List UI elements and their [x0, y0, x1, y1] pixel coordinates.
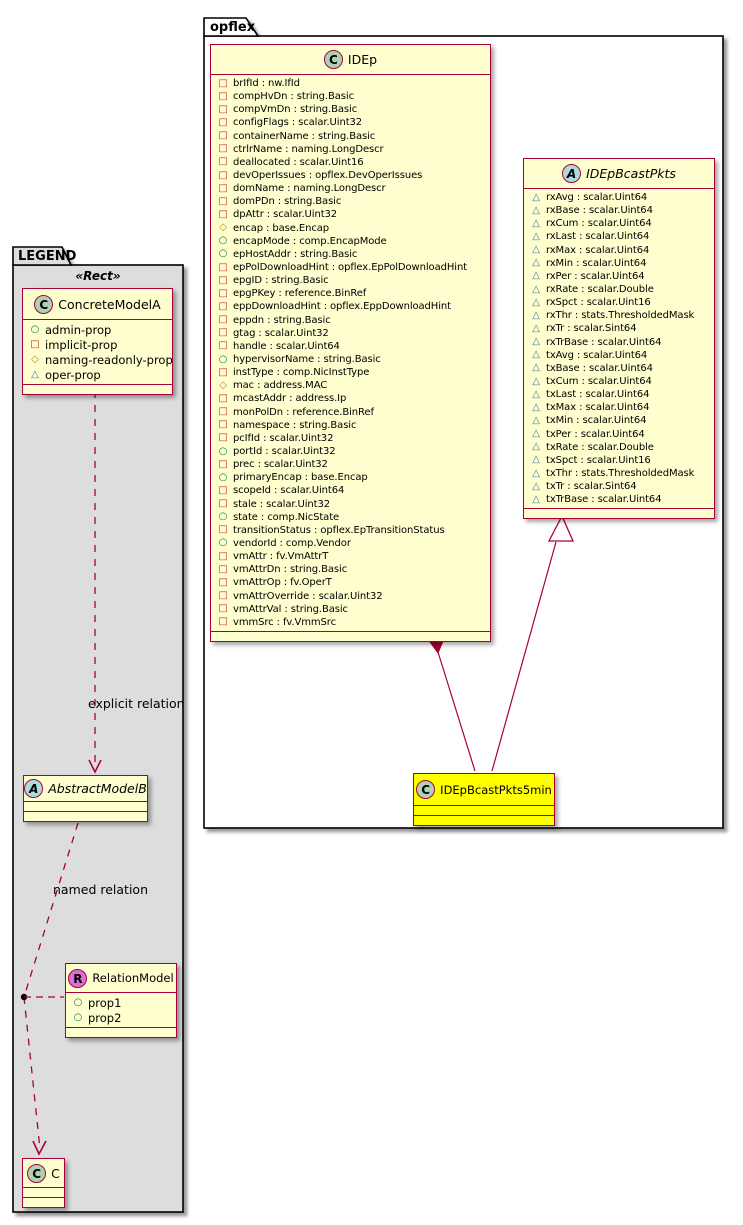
opflex-package-name: opflex — [210, 20, 256, 35]
visibility-icon: □ — [218, 103, 228, 115]
attribute — [218, 261, 490, 274]
attribute-text: rxAvg : scalar.Uint64 — [546, 192, 648, 204]
class-spot-icon: C — [34, 295, 53, 314]
visibility-icon: □ — [218, 300, 228, 312]
visibility-icon: □ — [218, 116, 228, 128]
attribute — [218, 576, 490, 589]
attribute-text: state : comp.NicState — [233, 511, 340, 523]
attribute — [531, 493, 714, 506]
empty-compartment — [24, 801, 147, 811]
class-spot-icon: C — [416, 780, 435, 799]
attribute — [531, 480, 714, 493]
attribute-text: txBase : scalar.Uint64 — [546, 362, 653, 374]
visibility-icon: □ — [218, 498, 228, 510]
attribute — [531, 362, 714, 375]
attribute-text: brIfId : nw.IfId — [233, 78, 300, 90]
attribute-text: rxMin : scalar.Uint64 — [546, 257, 647, 269]
attribute-text: stale : scalar.Uint32 — [233, 498, 331, 510]
visibility-icon: ○ — [218, 353, 228, 365]
attribute-text: mac : address.MAC — [233, 380, 328, 392]
attribute-text: epgPKey : reference.BinRef — [233, 288, 367, 300]
visibility-icon: □ — [218, 458, 228, 470]
class-name: ConcreteModelA — [58, 296, 161, 312]
empty-compartment — [414, 815, 554, 825]
attribute-text: txMax : scalar.Uint64 — [546, 402, 650, 414]
visibility-icon: △ — [532, 388, 540, 400]
visibility-icon: □ — [218, 590, 228, 602]
attribute — [218, 406, 490, 419]
visibility-icon: ◇ — [31, 353, 39, 365]
visibility-icon: △ — [532, 493, 540, 505]
class-c-title — [23, 1159, 64, 1187]
attribute-text: epHostAddr : string.Basic — [233, 248, 358, 260]
visibility-icon: □ — [218, 156, 228, 168]
attribute-text: vmAttrVal : string.Basic — [233, 603, 348, 615]
attribute-text: encap : base.Encap — [233, 222, 330, 234]
attribute — [531, 428, 714, 441]
attribute — [531, 217, 714, 230]
attribute — [218, 498, 490, 511]
attributes-compartment — [524, 188, 714, 508]
attribute — [218, 471, 490, 484]
attribute-text: ctrlrName : naming.LongDescr — [233, 143, 384, 155]
attribute-text: rxPer : scalar.Uint64 — [546, 270, 645, 282]
attribute-text: rxTrBase : scalar.Uint64 — [546, 336, 662, 348]
attribute-text: compHvDn : string.Basic — [233, 91, 354, 103]
attribute-text: rxMax : scalar.Uint64 — [546, 244, 650, 256]
relation-label-named: named relation — [53, 882, 148, 897]
class-abstractmodelb-title — [24, 776, 147, 801]
attribute — [218, 143, 490, 156]
empty-compartment — [23, 1187, 64, 1197]
attribute-text: handle : scalar.Uint64 — [233, 340, 340, 352]
visibility-icon: □ — [218, 340, 228, 352]
attribute — [218, 103, 490, 116]
attribute — [218, 235, 490, 248]
attribute-text: admin-prop — [45, 322, 112, 337]
attribute-text: txTrBase : scalar.Uint64 — [546, 494, 662, 506]
class-name: IDEpBcastPkts — [586, 166, 676, 181]
attribute — [531, 401, 714, 414]
visibility-icon: □ — [218, 143, 228, 155]
attribute — [218, 314, 490, 327]
attribute-text: txThr : stats.ThresholdedMask — [546, 468, 695, 480]
attribute — [218, 563, 490, 576]
attribute-text: transitionStatus : opflex.EpTransitionStatus — [233, 524, 445, 536]
attribute — [218, 589, 490, 602]
attribute-text: txPer : scalar.Uint64 — [546, 428, 645, 440]
attribute-text: txSpct : scalar.Uint16 — [546, 454, 651, 466]
attribute — [218, 511, 490, 524]
visibility-icon: △ — [532, 401, 540, 413]
empty-compartment — [23, 384, 172, 394]
attribute-text: pcIfId : scalar.Uint32 — [233, 432, 334, 444]
class-name: C — [51, 1165, 60, 1181]
class-name: IDEp — [347, 52, 378, 67]
attribute — [218, 287, 490, 300]
class-spot-icon: C — [27, 1164, 46, 1183]
visibility-icon: □ — [218, 130, 228, 142]
empty-compartment — [66, 1027, 176, 1037]
class-concretemodela — [22, 288, 173, 395]
visibility-icon: △ — [532, 375, 540, 387]
visibility-icon: △ — [532, 454, 540, 466]
attribute — [218, 274, 490, 287]
attribute-text: epgID : string.Basic — [233, 275, 329, 287]
visibility-icon: □ — [218, 90, 228, 102]
attribute — [218, 208, 490, 221]
attribute-text: gtag : scalar.Uint32 — [233, 327, 329, 339]
visibility-icon: □ — [218, 432, 228, 444]
visibility-icon: △ — [532, 217, 540, 229]
visibility-icon: ○ — [218, 537, 228, 549]
attribute — [218, 327, 490, 340]
attribute-text: mcastAddr : address.Ip — [233, 393, 347, 405]
attribute-text: deallocated : scalar.Uint16 — [233, 156, 364, 168]
attribute — [531, 204, 714, 217]
visibility-icon: △ — [532, 283, 540, 295]
attribute — [218, 432, 490, 445]
attribute-text: implicit-prop — [45, 337, 118, 352]
attribute — [531, 270, 714, 283]
attribute-text: rxTr : scalar.Sint64 — [546, 323, 637, 335]
visibility-icon: △ — [532, 257, 540, 269]
stereotype-rect: «Rect» — [75, 269, 121, 283]
empty-compartment — [24, 811, 147, 821]
empty-compartment — [524, 508, 714, 518]
attribute — [531, 244, 714, 257]
attribute — [218, 445, 490, 458]
visibility-icon: □ — [218, 366, 228, 378]
class-idepbcastpkts-title — [524, 159, 714, 188]
visibility-icon: ○ — [73, 1011, 83, 1023]
attribute — [531, 414, 714, 427]
visibility-icon: □ — [218, 392, 228, 404]
attribute-text: portId : scalar.Uint32 — [233, 446, 336, 457]
attribute — [218, 458, 490, 471]
attribute — [218, 130, 490, 143]
attribute-text: rxSpct : scalar.Uint16 — [546, 297, 651, 309]
class-idep-title — [211, 45, 490, 74]
attribute-text: vmmSrc : fv.VmmSrc — [233, 616, 336, 628]
attribute-text: txLast : scalar.Uint64 — [546, 389, 650, 401]
attribute — [531, 441, 714, 454]
attribute-text: txTr : scalar.Sint64 — [546, 481, 637, 493]
attribute — [218, 353, 490, 366]
class-relationmodel-title — [66, 964, 176, 992]
attribute — [531, 375, 714, 388]
attribute — [30, 352, 172, 367]
attribute-text: hypervisorName : string.Basic — [233, 354, 381, 366]
visibility-icon: □ — [218, 274, 228, 286]
attribute-text: containerName : string.Basic — [233, 130, 376, 142]
visibility-icon: △ — [532, 441, 540, 453]
attribute-text: txRate : scalar.Double — [546, 441, 654, 453]
attribute — [218, 340, 490, 353]
visibility-icon: ○ — [73, 996, 83, 1008]
visibility-icon: ○ — [218, 248, 228, 260]
attribute — [218, 156, 490, 169]
attribute — [218, 116, 490, 129]
attribute — [218, 379, 490, 392]
attribute — [218, 195, 490, 208]
attribute-text: compVmDn : string.Basic — [233, 104, 358, 116]
visibility-icon: □ — [218, 524, 228, 536]
class-idepbcastpkts — [523, 158, 715, 519]
attribute — [73, 1010, 176, 1025]
empty-compartment — [414, 805, 554, 815]
attribute — [531, 230, 714, 243]
attribute-text: naming-readonly-prop — [45, 352, 173, 367]
attribute — [218, 484, 490, 497]
attribute — [218, 537, 490, 550]
empty-compartment — [23, 1197, 64, 1207]
attribute — [531, 388, 714, 401]
attribute-text: eppDownloadHint : opflex.EppDownloadHint — [233, 301, 451, 313]
visibility-icon: △ — [532, 191, 540, 203]
visibility-icon: ○ — [218, 235, 228, 247]
visibility-icon: △ — [532, 349, 540, 361]
attribute — [30, 337, 172, 352]
attribute-text: eppdn : string.Basic — [233, 314, 331, 326]
visibility-icon: △ — [31, 368, 39, 380]
visibility-icon: □ — [218, 550, 228, 562]
class-name: AbstractModelB — [48, 781, 147, 796]
attribute-text: prop1 — [88, 995, 122, 1010]
class-concretemodela-title — [23, 289, 172, 319]
attribute-text: vendorId : comp.Vendor — [233, 537, 351, 549]
visibility-icon: □ — [218, 616, 228, 628]
attributes-compartment — [23, 319, 172, 384]
visibility-icon: □ — [218, 484, 228, 496]
attribute-text: rxThr : stats.ThresholdedMask — [546, 310, 695, 322]
attribute — [73, 995, 176, 1010]
attribute-text: encapMode : comp.EncapMode — [233, 235, 387, 247]
visibility-icon: ○ — [218, 471, 228, 483]
class-idepbcastpkts5min — [413, 773, 555, 826]
attribute-text: txAvg : scalar.Uint64 — [546, 349, 648, 361]
attribute-text: vmAttrDn : string.Basic — [233, 564, 348, 576]
attribute-text: rxBase : scalar.Uint64 — [546, 205, 653, 217]
visibility-icon: ○ — [218, 445, 228, 457]
class-idep — [210, 44, 491, 642]
attribute-text: oper-prop — [45, 367, 101, 382]
empty-compartment — [211, 631, 490, 641]
attributes-compartment — [211, 74, 490, 631]
visibility-icon: □ — [218, 563, 228, 575]
visibility-icon: △ — [532, 270, 540, 282]
visibility-icon: ○ — [30, 323, 40, 335]
attribute — [531, 257, 714, 270]
attribute — [218, 222, 490, 235]
attribute — [531, 336, 714, 349]
visibility-icon: □ — [218, 182, 228, 194]
attribute-text: rxLast : scalar.Uint64 — [546, 231, 650, 243]
attribute — [218, 300, 490, 313]
visibility-icon: △ — [532, 336, 540, 348]
class-spot-icon: R — [68, 969, 87, 988]
class-spot-icon: A — [24, 779, 43, 798]
visibility-icon: □ — [218, 77, 228, 89]
attribute — [30, 367, 172, 382]
visibility-icon: △ — [532, 362, 540, 374]
class-idepbcastpkts5min-title — [414, 774, 554, 805]
attribute-text: epPolDownloadHint : opflex.EpPolDownloadHint — [233, 262, 467, 274]
attribute-text: prop2 — [88, 1010, 122, 1025]
visibility-icon: △ — [532, 230, 540, 242]
visibility-icon: □ — [218, 419, 228, 431]
attribute-text: vmAttrOp : fv.OperT — [233, 577, 332, 589]
attribute-text: monPolDn : reference.BinRef — [233, 406, 374, 418]
attribute — [531, 322, 714, 335]
attribute — [218, 616, 490, 629]
attribute — [218, 248, 490, 261]
attribute — [218, 392, 490, 405]
attributes-compartment — [66, 992, 176, 1027]
visibility-icon: △ — [532, 296, 540, 308]
attribute-text: scopeId : scalar.Uint64 — [233, 485, 345, 497]
attribute — [218, 419, 490, 432]
attribute — [218, 77, 490, 90]
attribute — [531, 283, 714, 296]
attribute — [218, 524, 490, 537]
attribute — [531, 349, 714, 362]
attribute-text: vmAttr : fv.VmAttrT — [233, 551, 329, 563]
class-spot-icon: C — [324, 50, 343, 69]
visibility-icon: △ — [532, 414, 540, 426]
visibility-icon: □ — [30, 338, 40, 350]
attribute — [531, 309, 714, 322]
attribute-text: rxCum : scalar.Uint64 — [546, 218, 652, 230]
class-spot-icon: A — [562, 164, 581, 183]
attribute — [218, 550, 490, 563]
attribute-text: devOperIssues : opflex.DevOperIssues — [233, 170, 423, 182]
visibility-icon: □ — [218, 287, 228, 299]
visibility-icon: □ — [218, 603, 228, 615]
class-abstractmodelb — [23, 775, 148, 822]
attribute-text: vmAttrOverride : scalar.Uint32 — [233, 590, 383, 602]
attribute-text: namespace : string.Basic — [233, 419, 357, 431]
attribute-text: dpAttr : scalar.Uint32 — [233, 209, 338, 221]
attribute-text: domPDn : string.Basic — [233, 196, 342, 208]
visibility-icon: □ — [218, 576, 228, 588]
visibility-icon: △ — [532, 204, 540, 216]
visibility-icon: □ — [218, 195, 228, 207]
visibility-icon: △ — [532, 480, 540, 492]
visibility-icon: △ — [532, 244, 540, 256]
attribute-text: rxRate : scalar.Double — [546, 284, 654, 296]
attribute-text: instType : comp.NicInstType — [233, 367, 370, 379]
attribute-text: primaryEncap : base.Encap — [233, 472, 368, 484]
attribute-text: txMin : scalar.Uint64 — [546, 415, 647, 427]
visibility-icon: ◇ — [219, 222, 227, 234]
visibility-icon: △ — [532, 309, 540, 321]
visibility-icon: □ — [218, 314, 228, 326]
attribute — [531, 454, 714, 467]
attribute — [218, 366, 490, 379]
class-name: IDEpBcastPkts5min — [440, 782, 552, 797]
attribute-text: domName : naming.LongDescr — [233, 183, 386, 195]
attribute — [531, 467, 714, 480]
attribute — [218, 90, 490, 103]
class-relationmodel — [65, 963, 177, 1038]
visibility-icon: △ — [532, 467, 540, 479]
visibility-icon: □ — [218, 208, 228, 220]
visibility-icon: □ — [218, 327, 228, 339]
visibility-icon: □ — [218, 169, 228, 181]
class-name: RelationModel — [92, 971, 174, 985]
attribute — [218, 603, 490, 616]
visibility-icon: ○ — [218, 511, 228, 523]
class-c — [22, 1158, 65, 1208]
attribute — [30, 322, 172, 337]
visibility-icon: □ — [218, 261, 228, 273]
attribute-text: txCum : scalar.Uint64 — [546, 376, 652, 388]
attribute — [218, 169, 490, 182]
attribute — [531, 191, 714, 204]
visibility-icon: □ — [218, 406, 228, 418]
relation-label-explicit: explicit relation — [88, 696, 185, 711]
legend-package-name: LEGEND — [18, 249, 77, 264]
attribute-text: prec : scalar.Uint32 — [233, 459, 328, 471]
attribute — [531, 296, 714, 309]
visibility-icon: △ — [532, 322, 540, 334]
visibility-icon: △ — [532, 428, 540, 440]
attribute — [218, 182, 490, 195]
visibility-icon: ◇ — [219, 379, 227, 391]
attribute-text: configFlags : scalar.Uint32 — [233, 117, 363, 129]
